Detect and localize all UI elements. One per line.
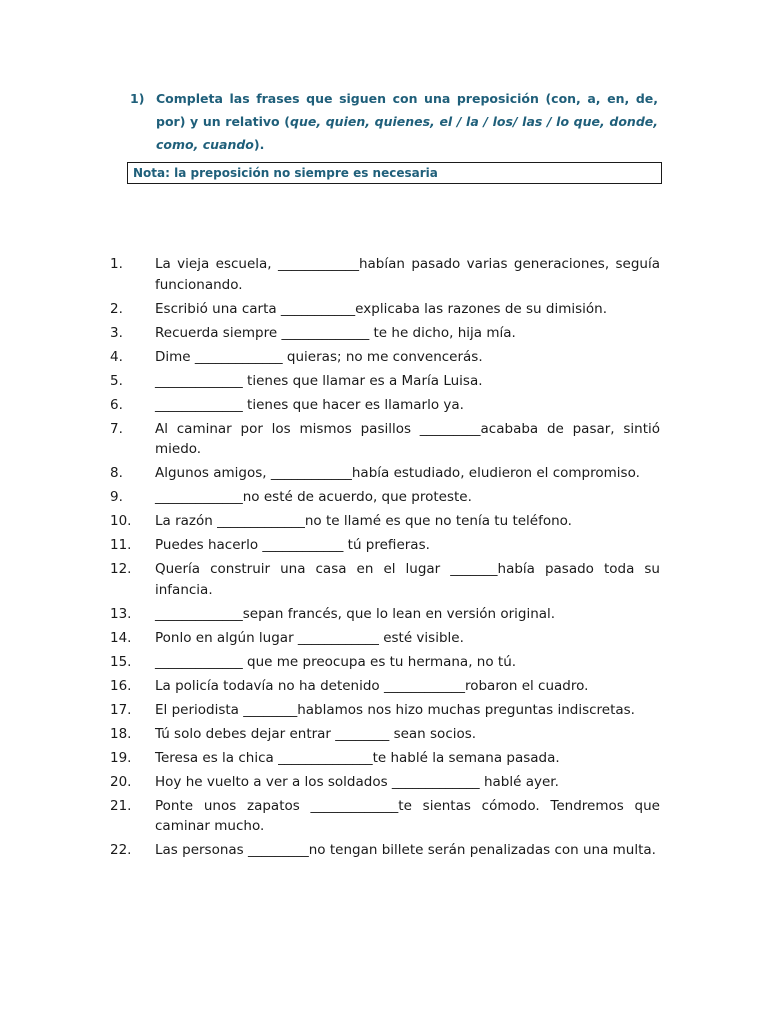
- item-number: 2.: [110, 300, 123, 317]
- item-number: 20.: [110, 773, 132, 790]
- item-sentence: Dime _____________ quieras; no me convencerás.: [155, 348, 483, 365]
- item-sentence: Recuerda siempre _____________ te he dicho, hija mía.: [155, 324, 516, 341]
- item-number: 21.: [110, 797, 132, 814]
- exercise-item: [100, 487, 660, 508]
- item-number: 1.: [110, 256, 123, 272]
- item-sentence: _____________ que me preocupa es tu hermana, no tú.: [155, 653, 517, 670]
- exercise-items: [100, 254, 660, 864]
- item-number: 17.: [110, 701, 132, 718]
- item-sentence: Quería construir una casa en el lugar _______había pasado toda su infancia.: [155, 561, 660, 598]
- item-number: 4.: [110, 348, 123, 365]
- exercise-item: [100, 323, 660, 344]
- relatives-list: que, quien, quienes, el / la / los/ las / lo que, donde, como, cuando: [156, 114, 659, 152]
- item-number: 14.: [110, 629, 132, 646]
- item-sentence: El periodista ________hablamos nos hizo muchas preguntas indiscretas.: [155, 701, 635, 718]
- exercise-item: [100, 254, 660, 295]
- item-number: 9.: [110, 489, 123, 505]
- item-number: 8.: [110, 465, 123, 481]
- exercise-item: [100, 371, 660, 392]
- item-sentence: _____________sepan francés, que lo lean en versión original.: [155, 605, 556, 622]
- exercise-item: [100, 299, 660, 320]
- item-number: 19.: [110, 749, 132, 766]
- item-sentence: Hoy he vuelto a ver a los soldados _____________ hablé ayer.: [155, 773, 559, 790]
- item-number: 15.: [110, 653, 132, 670]
- exercise-number: 1): [130, 91, 145, 106]
- exercise-item: [100, 628, 660, 649]
- item-sentence: Escribió una carta ___________explicaba las razones de su dimisión.: [155, 300, 608, 317]
- exercise-item: [100, 724, 660, 745]
- instruction-text-after: ).: [253, 137, 265, 152]
- exercise-item: [100, 604, 660, 625]
- item-number: 5.: [110, 372, 123, 389]
- exercise-item: [100, 511, 660, 532]
- item-sentence: Al caminar por los mismos pasillos _________acababa de pasar, sintió miedo.: [155, 420, 660, 457]
- item-sentence: Tú solo debes dejar entrar ________ sean socios.: [155, 725, 477, 742]
- item-sentence: _____________ tienes que llamar es a María Luisa.: [155, 372, 483, 389]
- item-sentence: _____________ tienes que hacer es llamarlo ya.: [155, 396, 464, 413]
- exercise-item: [100, 559, 660, 600]
- item-number: 13.: [110, 605, 132, 622]
- item-sentence: Algunos amigos, ____________había estudiado, eludieron el compromiso.: [155, 465, 640, 481]
- item-sentence: _____________no esté de acuerdo, que proteste.: [155, 489, 472, 505]
- item-number: 16.: [110, 677, 132, 694]
- item-number: 7.: [110, 420, 123, 437]
- exercise-item: [100, 700, 660, 721]
- exercise-item: [100, 395, 660, 416]
- item-sentence: Puedes hacerlo ____________ tú prefieras.: [155, 537, 430, 553]
- item-sentence: La vieja escuela, ____________habían pasado varias generaciones, seguía funcionando.: [155, 256, 660, 293]
- item-number: 3.: [110, 324, 123, 341]
- exercise-item: [100, 772, 660, 793]
- item-sentence: Las personas _________no tengan billete serán penalizadas con una multa.: [155, 842, 656, 858]
- item-number: 18.: [110, 725, 132, 742]
- note-box: Nota: la preposición no siempre es necesaria: [127, 162, 662, 184]
- item-number: 10.: [110, 513, 132, 529]
- instruction-text-before: Completa las frases que siguen con una preposición (con, a, en, de, por) y un relativo (: [156, 91, 658, 129]
- exercise-instruction: [130, 87, 658, 156]
- item-number: 6.: [110, 396, 123, 413]
- item-sentence: La policía todavía no ha detenido ____________robaron el cuadro.: [155, 677, 589, 694]
- exercise-item: [100, 535, 660, 556]
- exercise-item: [100, 796, 660, 837]
- item-sentence: Ponte unos zapatos _____________te sientas cómodo. Tendremos que caminar mucho.: [155, 797, 660, 834]
- exercise-item: [100, 419, 660, 460]
- exercise-item: [100, 840, 660, 861]
- item-sentence: La razón _____________no te llamé es que no tenía tu teléfono.: [155, 513, 572, 529]
- exercise-item: [100, 676, 660, 697]
- item-number: 12.: [110, 561, 132, 577]
- exercise-item: [100, 463, 660, 484]
- item-sentence: Ponlo en algún lugar ____________ esté visible.: [155, 629, 464, 646]
- item-sentence: Teresa es la chica ______________te hablé la semana pasada.: [155, 749, 560, 766]
- item-number: 22.: [110, 842, 132, 858]
- item-number: 11.: [110, 537, 132, 553]
- instruction-text: [156, 87, 658, 156]
- exercise-item: [100, 748, 660, 769]
- exercise-item: [100, 652, 660, 673]
- exercise-item: [100, 347, 660, 368]
